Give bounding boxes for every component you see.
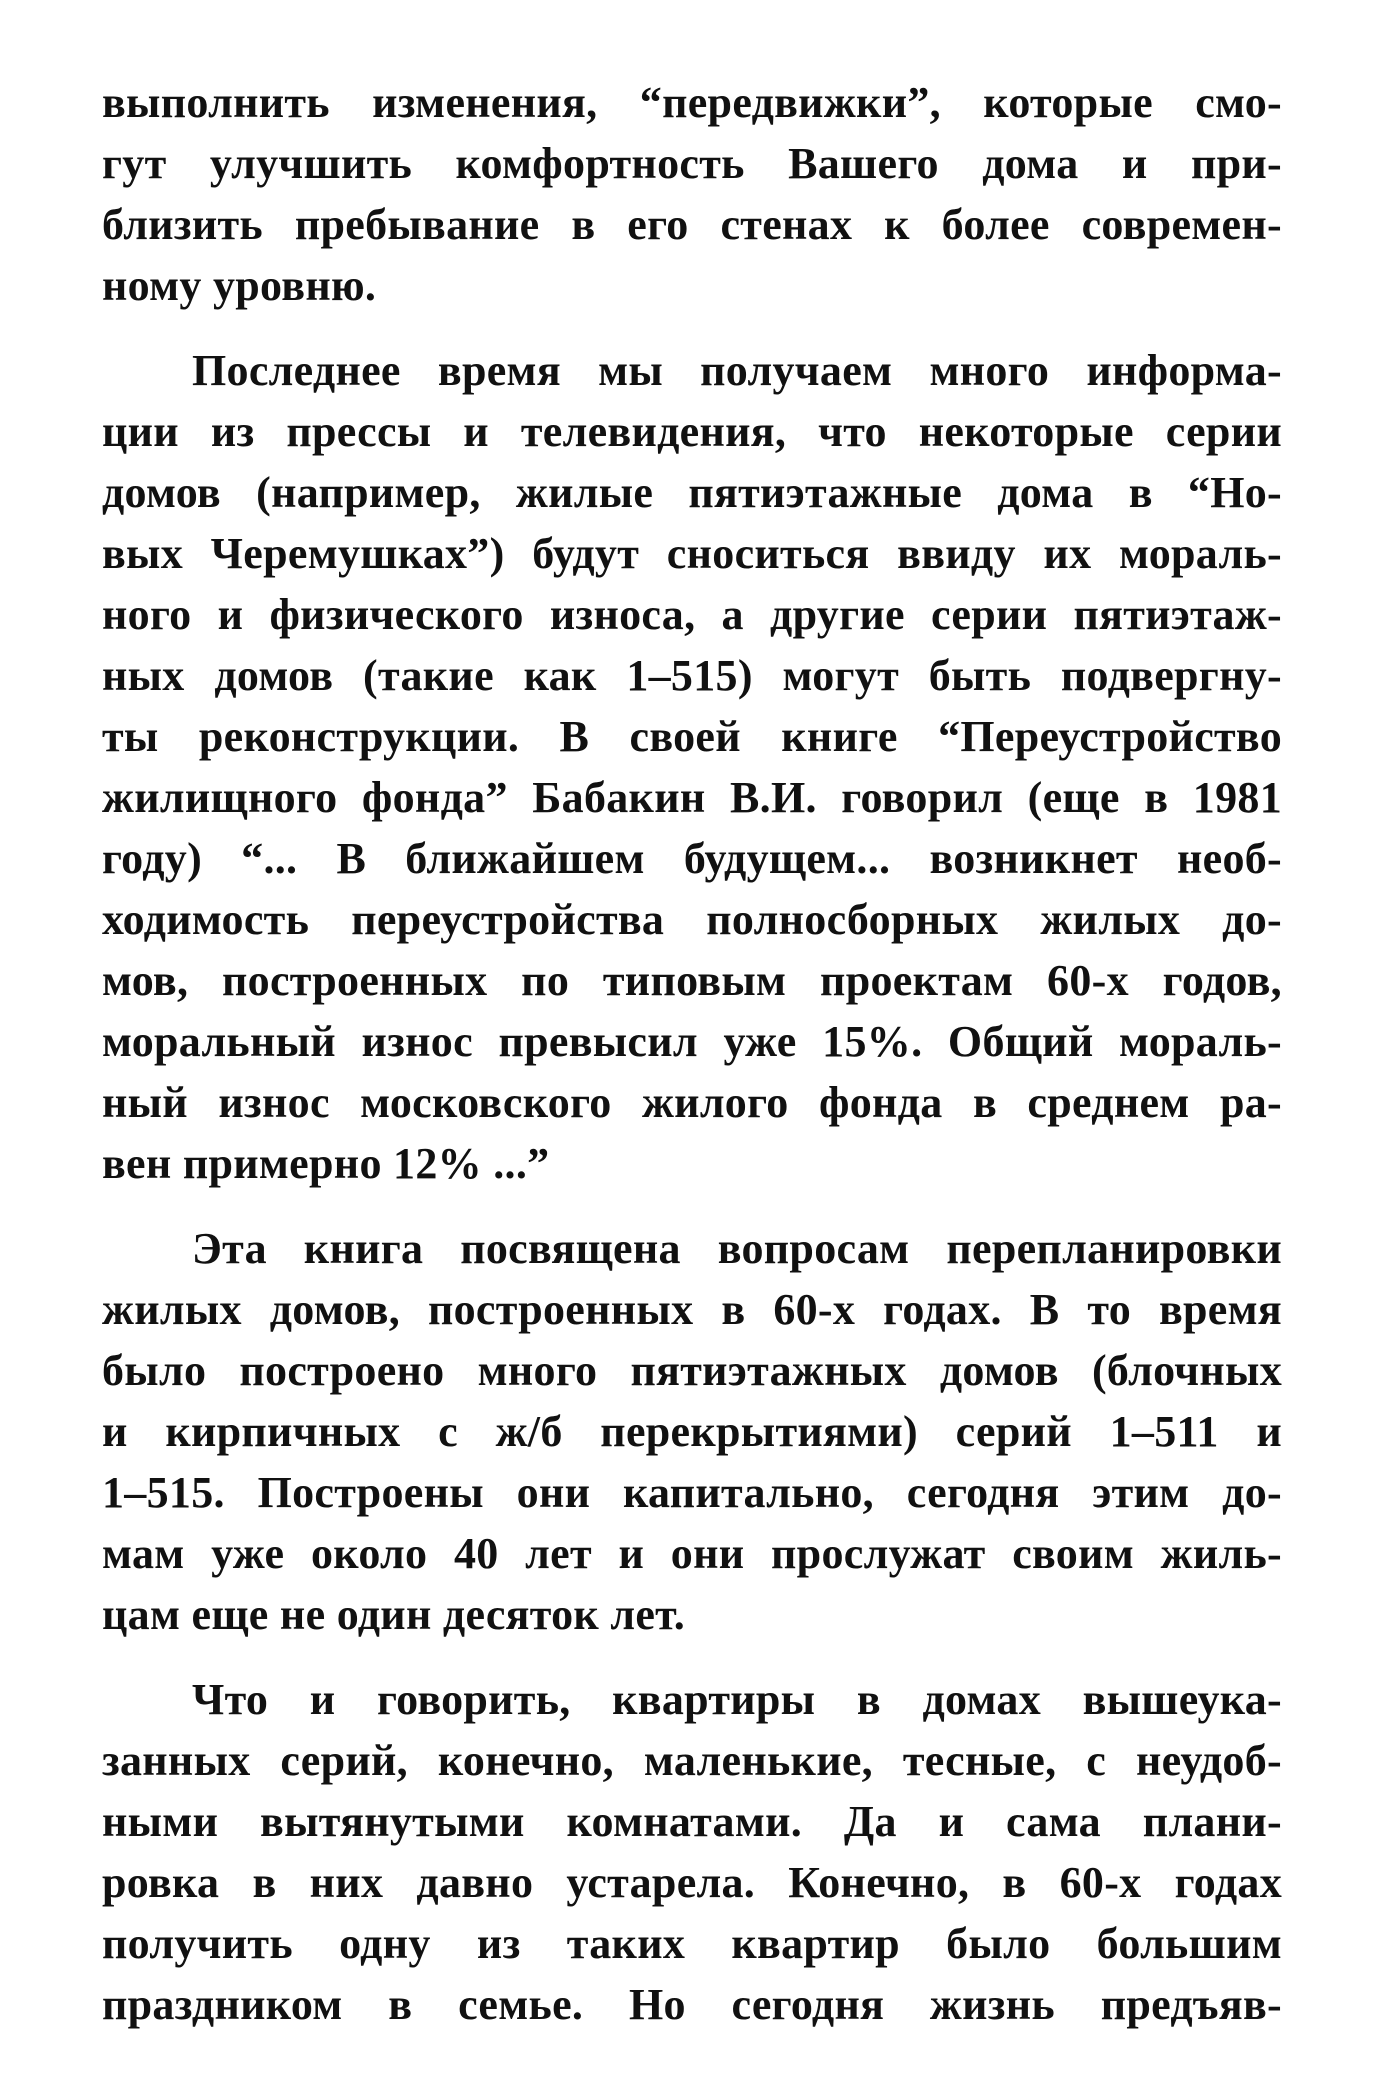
text-line: ными вытянутыми комнатами. Да и сама плани- bbox=[102, 1797, 1282, 1846]
text-line: году) “... В ближайшем будущем... возникнет необ- bbox=[102, 834, 1282, 883]
text-line: праздником в семье. Но сегодня жизнь предъяв- bbox=[102, 1980, 1282, 2029]
text-line: жилищного фонда” Бабакин В.И. говорил (еще в 1981 bbox=[102, 773, 1282, 822]
paragraph-1 bbox=[102, 72, 1282, 316]
text-line: моральный износ превысил уже 15%. Общий мораль- bbox=[102, 1017, 1282, 1066]
paragraph-2 bbox=[102, 340, 1282, 1194]
text-line: вен примерно 12% ...” bbox=[102, 1139, 550, 1188]
text-line: Эта книга посвящена вопросам перепланировки bbox=[192, 1224, 1282, 1273]
text-line: получить одну из таких квартир было большим bbox=[102, 1919, 1282, 1968]
text-line: ции из прессы и телевидения, что некоторые серии bbox=[102, 407, 1282, 456]
text-line: ты реконструкции. В своей книге “Переустройство bbox=[102, 712, 1282, 761]
text-line: Последнее время мы получаем много информа- bbox=[192, 346, 1282, 395]
text-line: жилых домов, построенных в 60-х годах. В то время bbox=[102, 1285, 1282, 1334]
text-line: было построено много пятиэтажных домов (блочных bbox=[102, 1346, 1282, 1395]
text-line: Что и говорить, квартиры в домах вышеука- bbox=[192, 1675, 1282, 1724]
text-line: ного и физического износа, а другие серии пятиэтаж- bbox=[102, 590, 1282, 639]
text-line: вых Черемушках”) будут сноситься ввиду их мораль- bbox=[102, 529, 1282, 578]
text-line: и кирпичных с ж/б перекрытиями) серий 1–511 и bbox=[102, 1407, 1282, 1456]
text-line: домов (например, жилые пятиэтажные дома в “Но- bbox=[102, 468, 1282, 517]
paragraph-4 bbox=[102, 1669, 1282, 2035]
text-line: занных серий, конечно, маленькие, тесные, с неудоб- bbox=[102, 1736, 1282, 1785]
text-line: ному уровню. bbox=[102, 261, 377, 310]
text-line: мов, построенных по типовым проектам 60-х годов, bbox=[102, 956, 1282, 1005]
text-line: ных домов (такие как 1–515) могут быть подвергну- bbox=[102, 651, 1282, 700]
text-column bbox=[102, 72, 1282, 2059]
text-line: цам еще не один десяток лет. bbox=[102, 1590, 686, 1639]
text-line: ный износ московского жилого фонда в среднем ра- bbox=[102, 1078, 1282, 1127]
paragraph-3 bbox=[102, 1218, 1282, 1645]
text-line: ходимость переустройства полносборных жилых до- bbox=[102, 895, 1282, 944]
text-line: ровка в них давно устарела. Конечно, в 60-х годах bbox=[102, 1858, 1282, 1907]
text-line: выполнить изменения, “передвижки”, которые смо- bbox=[102, 78, 1282, 127]
text-line: близить пребывание в его стенах к более современ- bbox=[102, 200, 1282, 249]
text-line: мам уже около 40 лет и они прослужат своим жиль- bbox=[102, 1529, 1282, 1578]
text-line: 1–515. Построены они капитально, сегодня этим до- bbox=[102, 1468, 1282, 1517]
text-line: гут улучшить комфортность Вашего дома и при- bbox=[102, 139, 1282, 188]
